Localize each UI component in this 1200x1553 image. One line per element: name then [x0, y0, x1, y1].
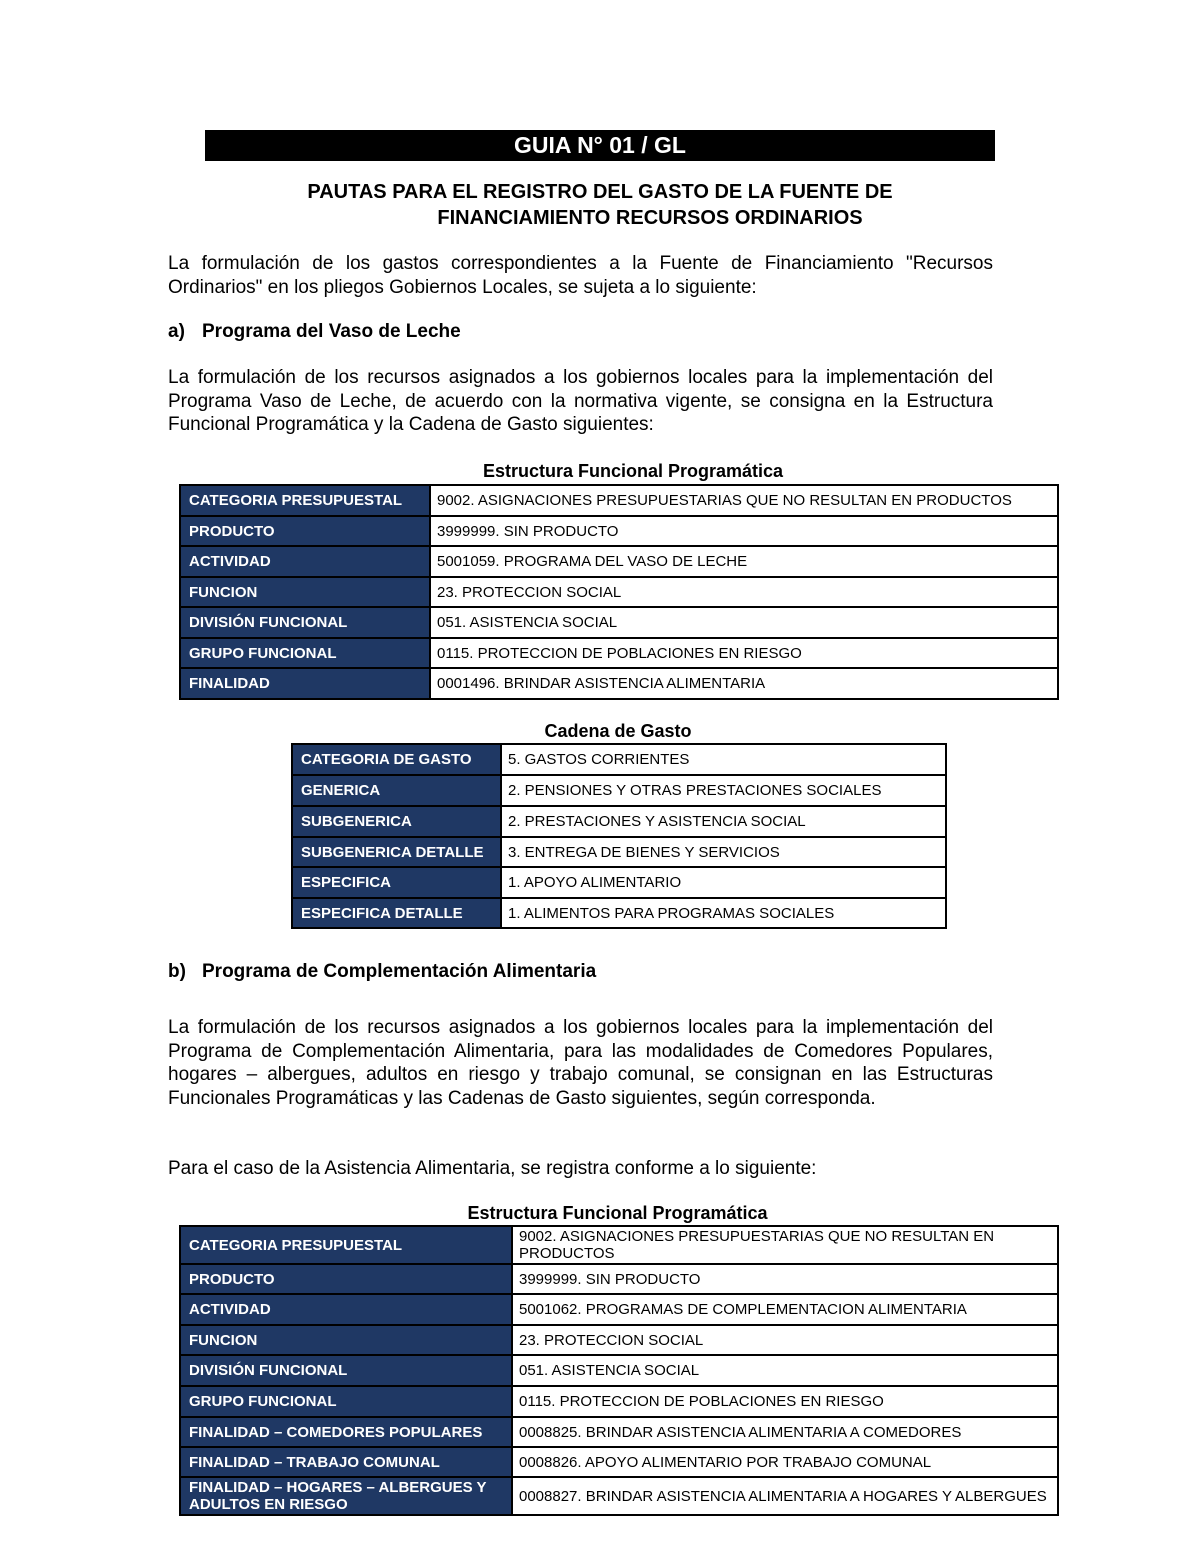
row-label: CATEGORIA PRESUPUESTAL: [180, 1226, 512, 1264]
row-label: FUNCION: [180, 577, 430, 607]
table-row: [292, 744, 946, 775]
row-value: 5001062. PROGRAMAS DE COMPLEMENTACION ALIMENTARIA: [512, 1294, 1058, 1325]
table-row: [180, 668, 1058, 699]
row-value: 3. ENTREGA DE BIENES Y SERVICIOS: [501, 837, 946, 867]
row-value: 23. PROTECCION SOCIAL: [430, 577, 1058, 607]
efp-table-title-b: Estructura Funcional Programática: [467, 1203, 768, 1223]
row-label: ESPECIFICA: [292, 867, 501, 898]
row-value: 0115. PROTECCION DE POBLACIONES EN RIESGO: [512, 1386, 1058, 1417]
row-label: ACTIVIDAD: [180, 1294, 512, 1325]
row-value: 0008825. BRINDAR ASISTENCIA ALIMENTARIA A COMEDORES: [512, 1417, 1058, 1447]
row-value: 051. ASISTENCIA SOCIAL: [512, 1355, 1058, 1386]
section-a-paragraph: La formulación de los recursos asignados a los gobiernos locales para la implementación del Programa Vaso de Leche, de acuerdo con la normativa vigente, se consigna en la Estructura Funcional Programática y la Cadena de Gasto siguientes:: [168, 367, 993, 435]
section-b-title: Programa de Complementación Alimentaria: [202, 961, 597, 982]
table-row: [180, 485, 1058, 516]
document-title-line2: FINANCIAMIENTO RECURSOS ORDINARIOS: [437, 207, 863, 229]
table-row: [180, 1355, 1058, 1386]
row-value: 0008826. APOYO ALIMENTARIO POR TRABAJO COMUNAL: [512, 1447, 1058, 1477]
row-value: 5. GASTOS CORRIENTES: [501, 744, 946, 775]
row-label: GRUPO FUNCIONAL: [180, 638, 430, 668]
table-row: [180, 607, 1058, 638]
row-value: 5001059. PROGRAMA DEL VASO DE LECHE: [430, 546, 1058, 577]
table-row: [180, 638, 1058, 668]
row-value: 0008827. BRINDAR ASISTENCIA ALIMENTARIA A HOGARES Y ALBERGUES: [512, 1477, 1058, 1515]
section-b-letter: b): [168, 961, 186, 982]
table-row: [180, 1447, 1058, 1477]
table-row: [180, 1325, 1058, 1355]
table-row: [180, 1294, 1058, 1325]
row-value: 1. ALIMENTOS PARA PROGRAMAS SOCIALES: [501, 898, 946, 928]
row-label: SUBGENERICA: [292, 806, 501, 837]
table-row: [180, 1386, 1058, 1417]
table-row: [180, 577, 1058, 607]
row-label: PRODUCTO: [180, 516, 430, 546]
row-value: 23. PROTECCION SOCIAL: [512, 1325, 1058, 1355]
section-a-heading: [168, 321, 461, 343]
table-row: [292, 837, 946, 867]
row-label: SUBGENERICA DETALLE: [292, 837, 501, 867]
row-value: 2. PENSIONES Y OTRAS PRESTACIONES SOCIALES: [501, 775, 946, 806]
table-row: [292, 775, 946, 806]
row-label: GRUPO FUNCIONAL: [180, 1386, 512, 1417]
table-row: [180, 1226, 1058, 1264]
efp-table-complementacion: [179, 1225, 1059, 1516]
case-paragraph: Para el caso de la Asistencia Alimentaria, se registra conforme a lo siguiente:: [168, 1158, 817, 1179]
table-row: [292, 898, 946, 928]
row-label: FINALIDAD: [180, 668, 430, 699]
row-value: 1. APOYO ALIMENTARIO: [501, 867, 946, 898]
row-label: FINALIDAD – COMEDORES POPULARES: [180, 1417, 512, 1447]
cadena-table-title-a: Cadena de Gasto: [544, 721, 692, 741]
table-row: [180, 1417, 1058, 1447]
row-label: DIVISIÓN FUNCIONAL: [180, 1355, 512, 1386]
row-label: GENERICA: [292, 775, 501, 806]
row-label: ESPECIFICA DETALLE: [292, 898, 501, 928]
section-b-paragraph: La formulación de los recursos asignados a los gobiernos locales para la implementación del Programa de Complementación Alimentaria, para las modalidades de Comedores Populares, hogares – albergues, adultos en riesgo y trabajo comunal, se consignan en las Estructuras Funcionales Programáticas y las Cadenas de Gasto siguientes, según corresponda.: [168, 1017, 993, 1109]
efp-table-title-a: Estructura Funcional Programática: [482, 461, 784, 481]
row-label: DIVISIÓN FUNCIONAL: [180, 607, 430, 638]
row-label: CATEGORIA PRESUPUESTAL: [180, 485, 430, 516]
document-title-line1: PAUTAS PARA EL REGISTRO DEL GASTO DE LA FUENTE DE: [307, 181, 893, 203]
row-value: 9002. ASIGNACIONES PRESUPUESTARIAS QUE NO RESULTAN EN PRODUCTOS: [512, 1226, 1058, 1264]
row-value: 9002. ASIGNACIONES PRESUPUESTARIAS QUE NO RESULTAN EN PRODUCTOS: [430, 485, 1058, 516]
table-row: [180, 1477, 1058, 1515]
efp-table-vaso-de-leche: [179, 484, 1059, 700]
row-label: ACTIVIDAD: [180, 546, 430, 577]
row-value: 3999999. SIN PRODUCTO: [430, 516, 1058, 546]
section-a-letter: a): [168, 321, 185, 342]
table-row: [180, 1264, 1058, 1294]
table-row: [292, 806, 946, 837]
row-label: PRODUCTO: [180, 1264, 512, 1294]
section-a-title: Programa del Vaso de Leche: [202, 321, 461, 342]
row-value: 3999999. SIN PRODUCTO: [512, 1264, 1058, 1294]
row-label: FUNCION: [180, 1325, 512, 1355]
row-label: FINALIDAD – TRABAJO COMUNAL: [180, 1447, 512, 1477]
table-row: [292, 867, 946, 898]
table-row: [180, 546, 1058, 577]
section-b-heading: [168, 961, 596, 983]
guide-banner: GUIA N° 01 / GL: [205, 130, 995, 161]
table-row: [180, 516, 1058, 546]
intro-paragraph: La formulación de los gastos correspondientes a la Fuente de Financiamiento "Recursos Ordinarios" en los pliegos Gobiernos Locales, se sujeta a lo siguiente:: [168, 253, 993, 298]
row-value: 0115. PROTECCION DE POBLACIONES EN RIESGO: [430, 638, 1058, 668]
cadena-gasto-table: [291, 743, 947, 929]
row-value: 051. ASISTENCIA SOCIAL: [430, 607, 1058, 638]
row-label: CATEGORIA DE GASTO: [292, 744, 501, 775]
row-value: 0001496. BRINDAR ASISTENCIA ALIMENTARIA: [430, 668, 1058, 699]
row-value: 2. PRESTACIONES Y ASISTENCIA SOCIAL: [501, 806, 946, 837]
row-label: FINALIDAD – HOGARES – ALBERGUES Y ADULTOS EN RIESGO: [180, 1477, 512, 1515]
